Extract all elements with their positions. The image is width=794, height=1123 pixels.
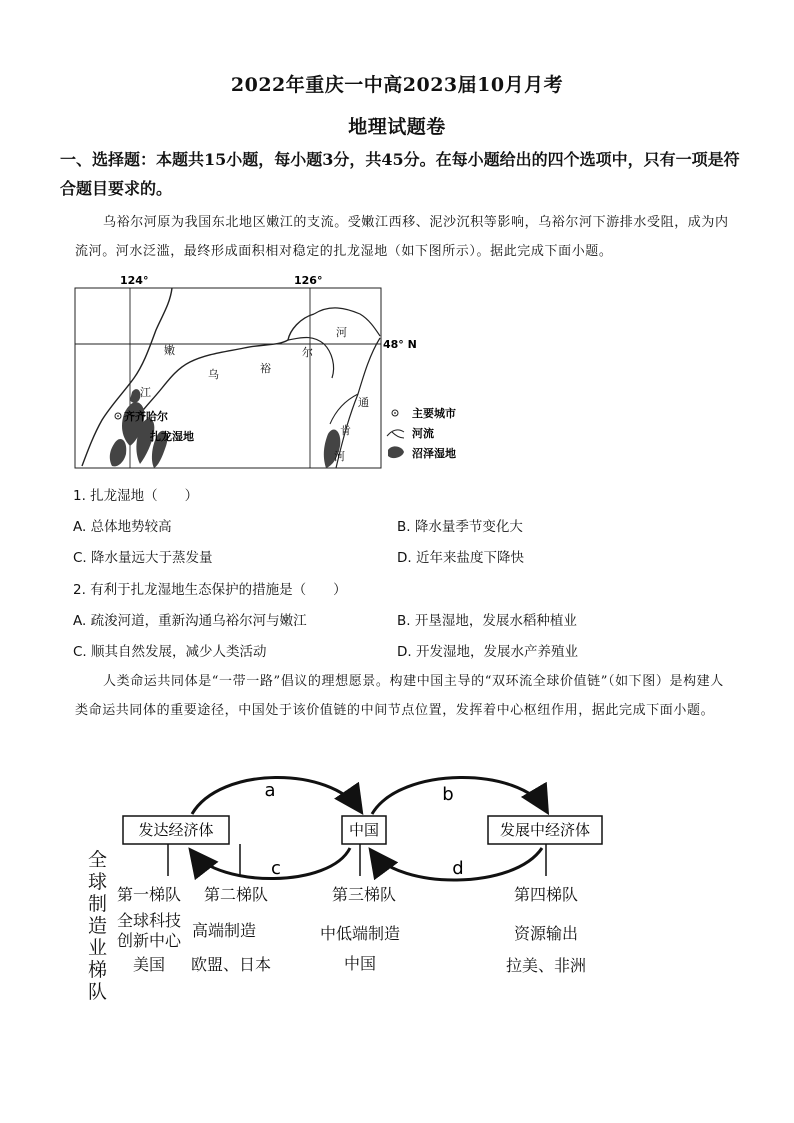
river-char: 江 — [140, 386, 151, 399]
question-2-option-c[interactable]: C. 顺其自然发展，减少人类活动 — [73, 644, 267, 660]
passage-1: 乌裕尔河原为我国东北地区嫩江的支流。受嫩江西移、泥沙沉积等影响，乌裕尔河下游排水受阻，成为内流河。河水泛滥，最终形成面积相对稳定的扎龙湿地（如下图所示）。据此完成下面小题。 — [75, 215, 729, 259]
tier-role: 中低端制造 — [319, 924, 401, 943]
question-1-stem: 1. 扎龙湿地（ ） — [73, 488, 199, 504]
svg-text:梯: 梯 — [88, 959, 108, 981]
question-1-option-c[interactable]: C. 降水量远大于蒸发量 — [73, 550, 213, 566]
box-label: 发展中经济体 — [499, 821, 591, 839]
map-legend — [387, 406, 456, 460]
question-2-option-a[interactable]: A. 疏浚河道，重新沟通乌裕尔河与嫩江 — [73, 613, 307, 629]
tier-region: 欧盟、日本 — [190, 955, 272, 974]
passage-2: 人类命运共同体是“一带一路”倡议的理想愿景。构建中国主导的“双环流全球价值链”（如下图）是构建人类命运共同体的重要途径，中国处于该价值链的中间节点位置，发挥着中心枢纽作用，据此完成下面小题。 — [75, 674, 724, 718]
exam-title: 2022年重庆一中高2023届10月月考 — [230, 74, 564, 96]
arrow-label-b: b — [442, 784, 454, 805]
svg-text:造: 造 — [88, 915, 108, 937]
tier-name: 第二梯队 — [203, 885, 269, 904]
question-2-option-d[interactable]: D. 开发湿地，发展水产养殖业 — [397, 644, 578, 660]
lat-label: 48° N — [383, 338, 417, 351]
tier-role: 资源输出 — [513, 924, 579, 943]
legend-label: 河流 — [412, 427, 434, 440]
tier-name: 第一梯队 — [116, 885, 182, 904]
svg-text:业: 业 — [88, 937, 108, 959]
section-heading: 一、选择题：本题共15小题，每小题3分，共45分。在每小题给出的四个选项中，只有一项是符合题目要求的。 — [60, 150, 740, 198]
river-char: 尔 — [302, 346, 313, 359]
river-char: 裕 — [260, 362, 271, 375]
river-char: 河 — [334, 450, 345, 463]
river-char: 乌 — [208, 368, 219, 381]
marsh-icon — [388, 446, 404, 458]
svg-text:全: 全 — [88, 849, 108, 871]
lon-right-label: 126° — [294, 274, 323, 287]
tier-region: 拉美、非洲 — [505, 956, 587, 975]
tier-role: 创新中心 — [116, 931, 182, 950]
river-char: 肯 — [340, 424, 351, 437]
tier-name: 第三梯队 — [331, 885, 397, 904]
box-label: 中国 — [348, 821, 380, 839]
value-chain-diagram — [80, 770, 740, 1002]
arrow-b — [372, 777, 546, 814]
question-1-option-a[interactable]: A. 总体地势较高 — [73, 519, 172, 535]
arrow-a — [192, 777, 360, 814]
svg-text:球: 球 — [88, 871, 108, 893]
question-1-option-b[interactable]: B. 降水量季节变化大 — [397, 519, 523, 535]
tier-region: 美国 — [132, 955, 166, 974]
exam-subtitle: 地理试题卷 — [348, 116, 446, 138]
lon-left-label: 124° — [120, 274, 149, 287]
zhalong-map — [74, 274, 474, 470]
question-1-option-d[interactable]: D. 近年来盐度下降快 — [397, 550, 524, 566]
svg-text:队: 队 — [88, 981, 108, 1002]
tier-name: 第四梯队 — [513, 885, 579, 904]
tier-region: 中国 — [343, 954, 377, 973]
box-label: 发达经济体 — [138, 821, 214, 839]
arrow-label-d: d — [452, 858, 464, 879]
legend-label: 沼泽湿地 — [412, 447, 456, 460]
question-2-stem: 2. 有利于扎龙湿地生态保护的措施是（ ） — [73, 582, 347, 598]
arrow-label-c: c — [271, 858, 281, 879]
tier-role: 全球科技 — [116, 911, 182, 930]
legend-label: 主要城市 — [412, 407, 456, 420]
question-2-option-b[interactable]: B. 开垦湿地，发展水稻种植业 — [397, 613, 577, 629]
river-char: 河 — [336, 326, 347, 339]
svg-text:制: 制 — [88, 893, 108, 915]
city-label: 齐齐哈尔 — [124, 410, 168, 423]
river-char: 嫩 — [164, 344, 175, 357]
river-char: 通 — [358, 396, 369, 409]
arrow-label-a: a — [264, 780, 276, 801]
wetland-label: 扎龙湿地 — [150, 430, 194, 443]
tier-role: 高端制造 — [191, 921, 257, 940]
side-label-vertical — [88, 849, 107, 1002]
